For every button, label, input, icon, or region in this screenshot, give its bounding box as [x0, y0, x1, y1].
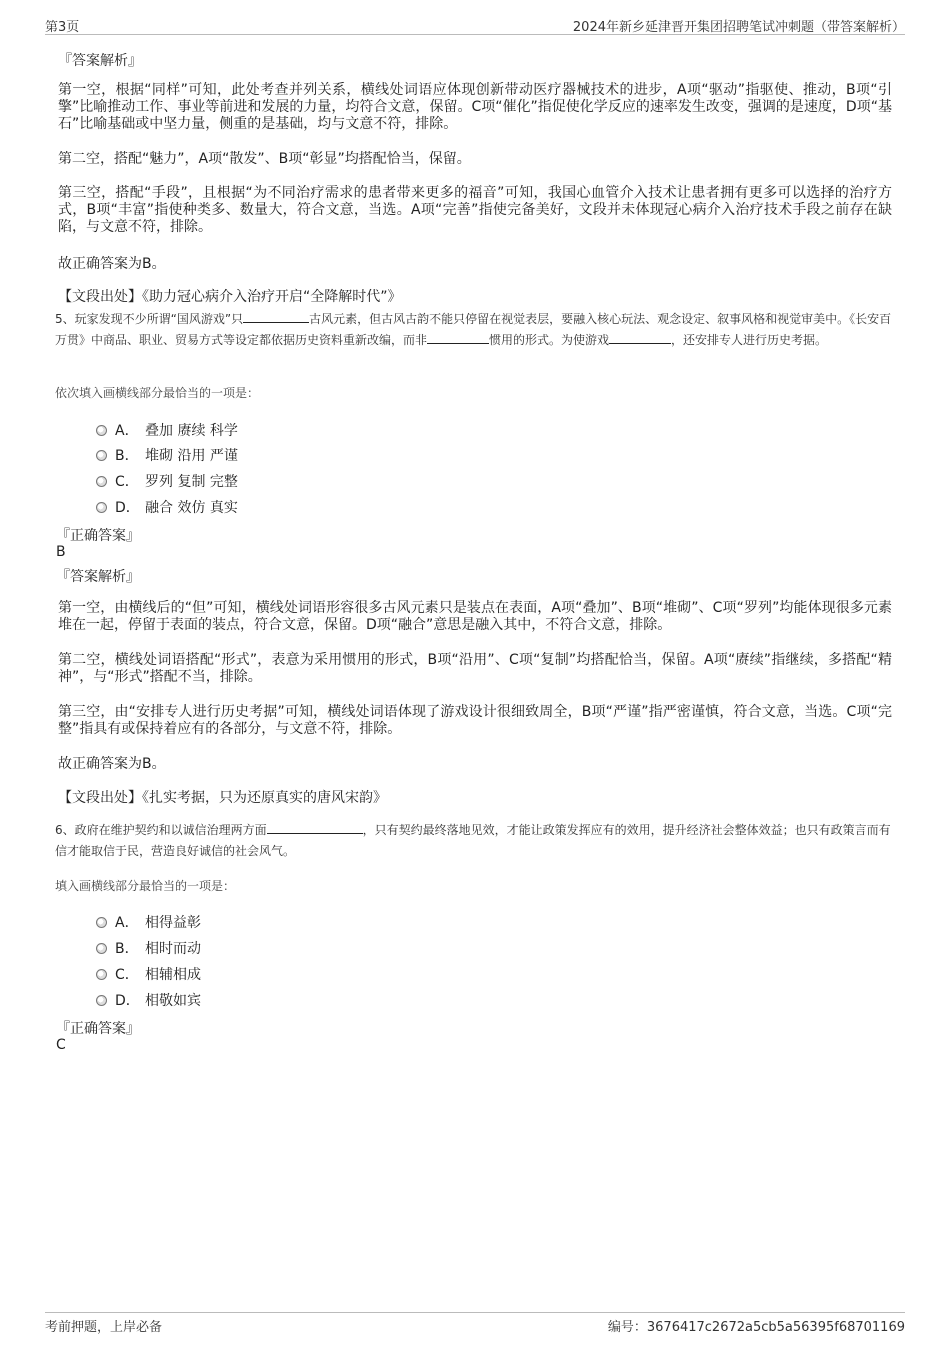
document-title: 2024年新乡延津晋开集团招聘笔试冲刺题（带答案解析）	[572, 20, 905, 35]
q5-blank-3[interactable]	[609, 331, 671, 344]
q5-answer-label: 『正确答案』	[56, 528, 140, 544]
radio-icon[interactable]	[96, 425, 107, 436]
q5-conclusion: 故正确答案为B。	[58, 756, 166, 772]
q6-option-d[interactable]: D． 相敬如宾	[96, 990, 201, 1008]
q5-source: 【文段出处】《扎实考据，只为还原真实的唐风宋韵》	[58, 790, 387, 806]
q6-prompt: 填入画横线部分最恰当的一项是：	[55, 879, 236, 893]
q4-analysis-label: 『答案解析』	[58, 53, 142, 69]
q5-analysis-p3: 第三空，由“安排专人进行历史考据”可知，横线处词语体现了游戏设计很细致周全，B项“严谨”指严密谨慎，符合文意，当选。C项“完整”指具有或保持着应有的各部分，与文意不符，排除。	[58, 704, 892, 737]
q6-answer: C	[56, 1037, 66, 1053]
q6-option-a[interactable]: A． 相得益彰	[96, 912, 201, 930]
page-header	[45, 14, 905, 35]
q5-blank-1[interactable]	[243, 310, 309, 323]
q5-blank-2[interactable]	[427, 331, 489, 344]
footer-serial: 编号：3676417c2672a5cb5a56395f68701169	[607, 1320, 905, 1335]
q4-analysis-p1: 第一空，根据“同样”可知，此处考查并列关系，横线处词语应体现创新带动医疗器械技术的进步，A项“驱动”指驱使、推动，B项“引擎”比喻推动工作、事业等前进和发展的力量，均符合文意，保留。C项“催化”指促使化学反应的速率发生改变，强调的是速度，D项“基石”比喻基础或中坚力量，侧重的是基础，均与文意不符，排除。	[58, 82, 892, 132]
q6-blank[interactable]	[267, 821, 363, 834]
q4-analysis-p3: 第三空，搭配“手段”，且根据“为不同治疗需求的患者带来更多的福音”可知，我国心血管介入技术让患者拥有更多可以选择的治疗方式，B项“丰富”指使种类多、数量大，符合文意，当选。A项“完善”指使完备美好，文段并未体现冠心病介入治疗技术手段之前存在缺陷，与文意不符，排除。	[58, 185, 892, 235]
q5-stem: 5、玩家发现不少所谓“国风游戏”只 古风元素，但古风古韵不能只停留在视觉表层，要融入核心玩法、观念设定、叙事风格和视觉审美中。《长安百万贯》中商品、职业、贸易方式等设定都依据历史资料重新改编，而非 惯用的形式。为使游戏 ，还安排专人进行历史考据。	[55, 312, 892, 347]
q5-prompt: 依次填入画横线部分最恰当的一项是：	[55, 386, 260, 400]
q6-option-b[interactable]: B． 相时而动	[96, 938, 201, 956]
q5-analysis-p1: 第一空，由横线后的“但”可知，横线处词语形容很多古风元素只是装点在表面，A项“叠加”、B项“堆砌”、C项“罗列”均能体现很多元素堆在一起，停留于表面的装点，符合文意，保留。D项“融合”意思是融入其中，不符合文意，排除。	[58, 600, 892, 633]
page-footer	[45, 1312, 905, 1335]
footer-slogan: 考前押题，上岸必备	[45, 1320, 163, 1335]
radio-icon[interactable]	[96, 502, 107, 513]
radio-icon[interactable]	[96, 476, 107, 487]
q5-analysis-label: 『答案解析』	[56, 569, 140, 585]
q6-stem: 6、政府在维护契约和以诚信治理两方面 ，只有契约最终落地见效，才能让政策发挥应有的效用，提升经济社会整体效益；也只有政策言而有信才能取信于民，营造良好诚信的社会风气。	[55, 823, 891, 858]
q4-source: 【文段出处】《助力冠心病介入治疗开启“全降解时代”》	[58, 289, 402, 305]
radio-icon[interactable]	[96, 995, 107, 1006]
radio-icon[interactable]	[96, 943, 107, 954]
radio-icon[interactable]	[96, 969, 107, 980]
q5-analysis-p2: 第二空，横线处词语搭配“形式”，表意为采用惯用的形式，B项“沿用”、C项“复制”均搭配恰当，保留。A项“赓续”指继续，多搭配“精神”，与“形式”搭配不当，排除。	[58, 652, 892, 685]
q5-option-d[interactable]: D． 融合 效仿 真实	[96, 497, 238, 515]
q5-option-b[interactable]: B． 堆砌 沿用 严谨	[96, 445, 238, 463]
page-number: 第3页	[45, 20, 80, 35]
q4-conclusion: 故正确答案为B。	[58, 256, 166, 272]
radio-icon[interactable]	[96, 450, 107, 461]
q5-answer: B	[56, 544, 66, 560]
q6-option-c[interactable]: C． 相辅相成	[96, 964, 201, 982]
q6-answer-label: 『正确答案』	[56, 1021, 140, 1037]
q5-option-c[interactable]: C． 罗列 复制 完整	[96, 471, 238, 489]
q4-analysis-p2: 第二空，搭配“魅力”，A项“散发”、B项“彰显”均搭配恰当，保留。	[58, 151, 471, 167]
radio-icon[interactable]	[96, 917, 107, 928]
q5-option-a[interactable]: A． 叠加 赓续 科学	[96, 420, 238, 438]
